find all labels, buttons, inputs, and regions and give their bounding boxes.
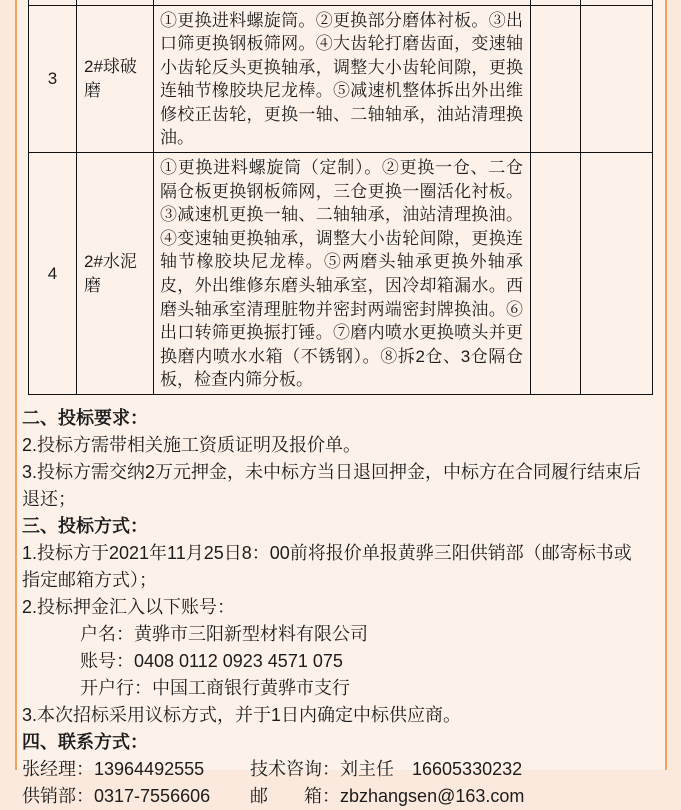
bank-account-name: 户名：黄骅市三阳新型材料有限公司 — [80, 624, 368, 644]
contact-supply-dept-phone: 供销部：0317-7556606 — [22, 786, 211, 806]
section-heading-requirements: 二、投标要求： — [22, 408, 148, 428]
equipment-name: 2#水泥磨 — [77, 153, 154, 395]
document-body — [22, 405, 647, 810]
method-item-3: 3.本次招标采用议标方式，并于1日内确定中标供应商。 — [22, 705, 462, 725]
cell-empty — [581, 153, 653, 395]
right-accent-border — [665, 0, 667, 770]
contact-manager-phone: 张经理：13964492555 — [22, 759, 205, 779]
cell-empty — [531, 5, 581, 153]
table-row — [29, 5, 653, 153]
row-number: 3 — [29, 5, 77, 153]
contact-email: 邮 箱：zbzhangsen@163.com — [250, 786, 525, 806]
row-number: 4 — [29, 153, 77, 395]
section-heading-contact: 四、联系方式： — [22, 732, 148, 752]
requirements-item-2: 2.投标方需带相关施工资质证明及报价单。 — [22, 435, 362, 455]
work-items-table — [28, 0, 653, 395]
bank-account-number: 账号：0408 0112 0923 4571 075 — [80, 651, 343, 671]
bank-branch: 开户行：中国工商银行黄骅市支行 — [80, 678, 350, 698]
table-row — [29, 153, 653, 395]
left-accent-border — [15, 0, 17, 770]
contact-line-2 — [22, 783, 647, 810]
contact-line-1 — [22, 756, 647, 783]
section-heading-method: 三、投标方式： — [22, 516, 148, 536]
document-page — [16, 0, 667, 806]
method-item-2: 2.投标押金汇入以下账号： — [22, 597, 236, 617]
cell-empty — [581, 5, 653, 153]
work-description: ①更换进料螺旋筒（定制）。②更换一仓、二仓隔仓板更换钢板筛网，三仓更换一圈活化衬板。③减速机更换一轴、二轴轴承，油站清理换油。④变速轴更换轴承，调整大小齿轮间隙，更换连轴节橡胶块尼龙棒。⑤两磨头轴承更换外轴承皮，外出维修东磨头轴承室，因冷却箱漏水。西磨头轴承室清理脏物并密封两端密封牌换油。⑥出口转筛更换振打锤。⑦磨内喷水更换喷头并更换磨内喷水水箱（不锈钢）。⑧拆2仓、3仓隔仓板，检查内筛分板。 — [154, 153, 531, 395]
work-description: ①更换进料螺旋筒。②更换部分磨体衬板。③出口筛更换钢板筛网。④大齿轮打磨齿面，变速轴小齿轮反头更换轴承，调整大小齿轮间隙，更换连轴节橡胶块尼龙棒。⑤减速机整体拆出外出维修校正齿轮，更换一轴、二轴轴承，油站清理换油。 — [154, 5, 531, 153]
equipment-name: 2#球破磨 — [77, 5, 154, 153]
requirements-item-3: 3.投标方需交纳2万元押金，未中标方当日退回押金，中标方在合同履行结束后退还； — [22, 462, 642, 509]
method-item-1: 1.投标方于2021年11月25日8：00前将报价单报黄骅三阳供销部（邮寄标书或指定邮箱方式）； — [22, 543, 632, 590]
contact-technical-phone: 技术咨询：刘主任 16605330232 — [250, 759, 523, 779]
cell-empty — [531, 153, 581, 395]
